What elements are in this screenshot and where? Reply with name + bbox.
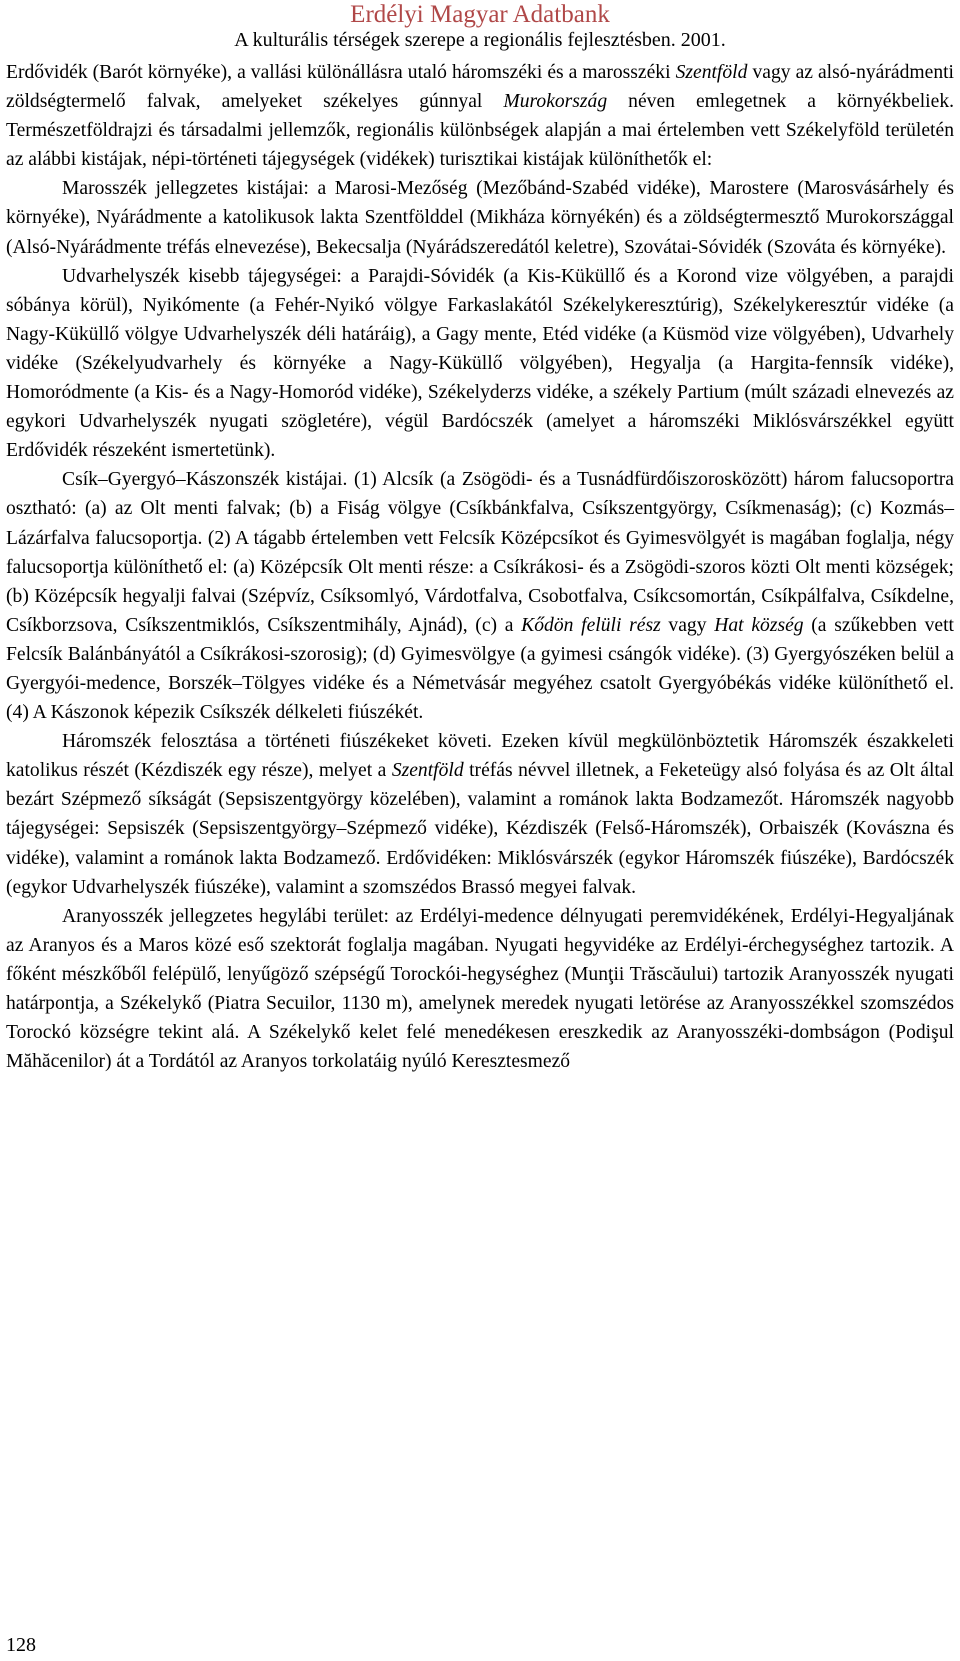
paragraph-marosszek: Marosszék jellegzetes kistájai: a Marosi-Mezőség (Mezőbánd-Szabéd vidéke), Marostere (Marosvásárhely és környéke), Nyárádmente a katolikusok lakta Szentfölddel (Mikháza környékén) és a zöldségtermesztő Murokországgal (Alsó-Nyárádmente tréfás elnevezése), Bekecsalja (Nyárádszeredától keletre), Szovátai-Sóvidék (Szováta és környéke).: [6, 178, 954, 258]
paragraph-intro: Erdővidék (Barót környéke), a vallási különállásra utaló háromszéki és a marosszéki Szentföld vagy az alsó-nyárádmenti zöldségtermelő falvak, amelyeket székelyes gúnnyal Murokország néven emlegetnek a környékbeliek. Természetföldrajzi és társadalmi jellemzők, regionális különbségek alapján a mai értelemben vett Székelyföld területén az alábbi kistájak, népi-történeti tájegységek (vidékek) turisztikai kistájak különíthetők el:: [6, 62, 955, 171]
paragraph-udvarhelyszek: Udvarhelyszék kisebb tájegységei: a Parajdi-Sóvidék (a Kis-Küküllő és a Korond vize völgyében, a parajdi sóbánya körül), Nyikómente (a Fehér-Nyikó völgye Farkaslakától Székelykeresztúrig), Székelykeresztúr vidéke (a Nagy-Küküllő völgye Udvarhelyszék déli határáig), a Gagy mente, Etéd vidéke (a Küsmöd vize völgyében), Udvarhely vidéke (Székelyudvarhely és környéke a Nagy-Küküllő völgyében), Hegyalja (a Hargita-fennsík vidéke), Homoródmente (a Kis- és a Nagy-Homoród vidéke), Székelyderzs vidéke, a székely Partium (múlt századi elnevezés az egykori Udvarhelyszék nyugati szögletére), végül Bardócszék (amelyet a háromszéki Miklósvárszékkel együtt Erdővidék részeként ismertetünk).: [6, 265, 954, 462]
paragraph-csik-gyergyo-kaszonszek: Csík–Gyergyó–Kászonszék kistájai. (1) Alcsík (a Zsögödi- és a Tusnádfürdőiszorosközött) három falucsoportra osztható: (a) az Olt menti falvak; (b) a Fiság völgye (Csíkbánkfalva, Csíkszentgyörgy, Csíkmenaság); (c) Kozmás–Lázárfalva falucsoportja. (2) A tágabb értelemben vett Felcsík Középcsíkot és Gyimesvölgyét is magában foglalja, négy falucsoportja különíthető el: (a) Középcsík Olt menti része: a Csíkrákosi- és a Zsögödi-szoros közti Olt menti községek; (b) Középcsík hegyalji falvai (Szépvíz, Csíksomlyó, Várdotfalva, Csobotfalva, Csíkcsomortán, Csíkpálfalva, Csíkdelne, Csíkborzsova, Csíkszentmiklós, Csíkszentmihály, Ajnád), (c) a Kődön felüli rész vagy Hat község (a szűkebben vett Felcsík Balánbányától a Csíkrákosi-szorosig); (d) Gyimesvölgye (a gyimesi csángók vidéke). (3) Gyergyószéken belül a Gyergyói-medence, Borszék–Tölgyes vidéke és a Németvásár megyéhez csatolt Gyergyóbékás vidéke különíthető el. (4) A Kászonok képezik Csíkszék délkeleti fiúszékét.: [6, 469, 954, 724]
italic-term: Murokország: [503, 91, 608, 113]
italic-term: Hat község: [714, 614, 804, 636]
document-subtitle: A kulturális térségek szerepe a regionális fejlesztésben. 2001.: [234, 29, 726, 51]
page-header: [0, 0, 960, 52]
site-title[interactable]: Erdélyi Magyar Adatbank: [350, 1, 610, 28]
paragraph-aranyosszek: Aranyosszék jellegzetes hegylábi terület: az Erdélyi-medence délnyugati peremvidékének, Erdélyi-Hegyaljának az Aranyos és a Maros közé eső szektorát foglalja magában. Nyugati hegyvidéke az Erdélyi-érchegységhez tartozik. A főként mészkőből felépülő, lenyűgöző szépségű Torockói-hegységhez (Munţii Trăscăului) tartozik Aranyosszék nyugati határpontja, a Székelykő (Piatra Secuilor, 1130 m), amelynek meredek nyugati letörése az Aranyosszékkel szomszédos Torockó községre tekint alá. A Székelykő kelet felé menedékesen ereszkedik az Aranyosszéki-dombságon (Podişul Măhăcenilor) át a Tordától az Aranyos torkolatáig nyúló Keresztesmező: [6, 905, 954, 1073]
italic-term: Szentföld: [675, 62, 748, 83]
paragraph-haromszek: Háromszék felosztása a történeti fiúszékeket követi. Ezeken kívül megkülönböztetik Háromszék északkeleti katolikus részét (Kézdiszék egy része), melyet a Szentföld tréfás névvel illetnek, a Feketeügy alsó folyása és az Olt által bezárt Szépmező síkságát (Sepsiszentgyörgy közelében), valamint a románok lakta Bodzamezőt. Háromszék nagyobb tájegységei: Sepsiszék (Sepsiszentgyörgy–Szépmező vidéke), Kézdiszék (Felső-Háromszék), Orbaiszék (Kovászna és vidéke), valamint a románok lakta Bodzamező. Erdővidéken: Miklósvárszék (egykor Háromszék fiúszéke), Bardócszék (egykor Udvarhelyszék fiúszéke), valamint a szomszédos Brassó megyei falvak.: [6, 731, 955, 898]
italic-term: Kődön felüli rész: [521, 614, 661, 636]
document-body: [6, 58, 954, 1076]
italic-term: Szentföld: [391, 760, 464, 782]
page-number: 128: [6, 1634, 36, 1656]
